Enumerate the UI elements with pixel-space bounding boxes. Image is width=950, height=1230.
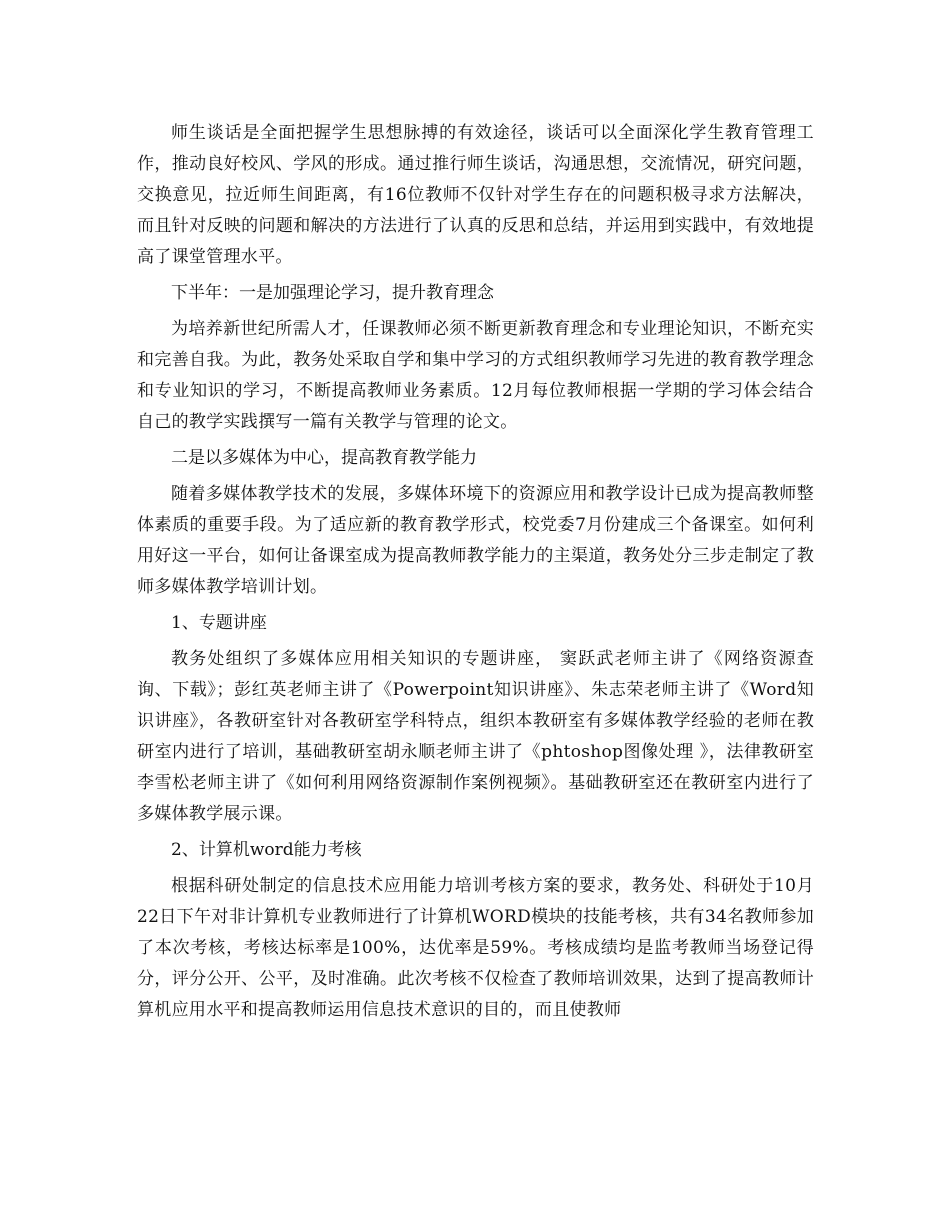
paragraph-word-assessment: 根据科研处制定的信息技术应用能力培训考核方案的要求，教务处、科研处于10月22日下午对非计算机专业教师进行了计算机WORD模块的技能考核，共有34名教师参加了本次考核，考核达标率是100%，达优率是59%。考核成绩均是监考教师当场登记得分，评分公开、公平，及时准确。此次考核不仅检查了教师培训效果，达到了提高教师计算机应用水平和提高教师运用信息技术意识的目的，而且使教师 [137, 876, 814, 1020]
heading-second-half-year: 下半年：一是加强理论学习，提升教育理念 [171, 283, 494, 303]
paragraph-multimedia-training: 随着多媒体教学技术的发展，多媒体环境下的资源应用和教学设计已成为提高教师整体素质的重要手段。为了适应新的教育教学形式，校党委7月份建成三个备课室。如何利用好这一平台，如何让备课室成为提高教师教学能力的主渠道，教务处分三步走制定了教师多媒体教学培训计划。 [137, 484, 814, 597]
heading-special-lectures: 1、专题讲座 [171, 613, 267, 633]
paragraph-theory-study: 为培养新世纪所需人才，任课教师必须不断更新教育理念和专业理论知识，不断充实和完善自我。为此，教务处采取自学和集中学习的方式组织教师学习先进的教育教学理念和专业知识的学习，不断提高教师业务素质。12月每位教师根据一学期的学习体会结合自己的教学实践撰写一篇有关教学与管理的论文。 [137, 319, 814, 432]
paragraph-lectures: 教务处组织了多媒体应用相关知识的专题讲座， 窦跃武老师主讲了《网络资源查询、下载》；彭红英老师主讲了《Powerpoint知识讲座》、朱志荣老师主讲了《Word知识讲座》，各教研室针对各教研室学科特点，组织本教研室有多媒体教学经验的老师在教研室内进行了培训，基础教研室胡永顺老师主讲了《phtoshop图像处理 》，法律教研室李雪松老师主讲了《如何利用网络资源制作案例视频》。基础教研室还在教研室内进行了多媒体教学展示课。 [137, 649, 814, 824]
paragraph-teacher-student-talks: 师生谈话是全面把握学生思想脉搏的有效途径，谈话可以全面深化学生教育管理工作，推动良好校风、学风的形成。通过推行师生谈话，沟通思想，交流情况，研究问题，交换意见，拉近师生间距离，有16位教师不仅针对学生存在的问题积极寻求方法解决，而且针对反映的问题和解决的方法进行了认真的反思和总结，并运用到实践中，有效地提高了课堂管理水平。 [137, 123, 814, 267]
heading-word-assessment: 2、计算机word能力考核 [171, 840, 362, 860]
heading-multimedia-center: 二是以多媒体为中心，提高教育教学能力 [171, 448, 477, 468]
